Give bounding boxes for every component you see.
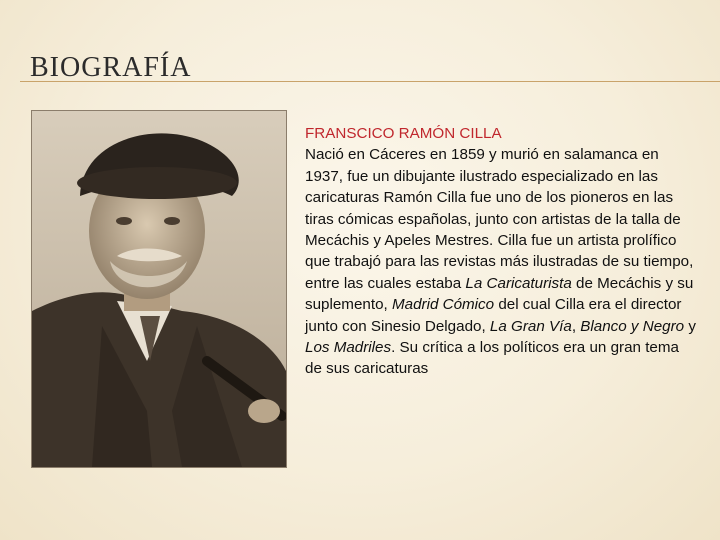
portrait-photo (31, 110, 287, 468)
bio-text-3: del cual Cilla era el director junto con Sinesio Delgado, (305, 296, 682, 335)
bio-text-2: de Mecáchis y su suplemento, (305, 274, 694, 314)
slide-title: BIOGRAFÍA (30, 52, 192, 83)
bio-text-4: , (571, 317, 581, 335)
bio-text-5: y (684, 317, 696, 335)
publication-los-madriles: Los Madriles (305, 339, 392, 357)
publication-la-gran-via: La Gran Vía (489, 317, 572, 335)
publication-madrid-comico: Madrid Cómico (391, 296, 495, 314)
person-name: FRANSCICO RAMÓN CILLA (305, 125, 502, 142)
bio-text-6: . Su crítica a los políticos era un gran tema de sus caricaturas (305, 339, 679, 378)
publication-blanco-y-negro: Blanco y Negro (580, 317, 685, 335)
biography-text (305, 123, 697, 380)
bio-text-1: Nació en Cáceres en 1859 y murió en salamanca en 1937, fue un dibujante ilustrado especializado en las caricaturas Ramón Cilla fue uno de los pioneros en las tiras cómicas españolas, junto con artistas de la talla de Mecáchis y Apeles Mestres. Cilla fue un artista prolífico que trabajó para las revistas más ilustradas de su tiempo, entre las cuales estaba (305, 146, 694, 292)
publication-la-caricaturista: La Caricaturista (465, 274, 572, 292)
title-divider (20, 81, 720, 82)
